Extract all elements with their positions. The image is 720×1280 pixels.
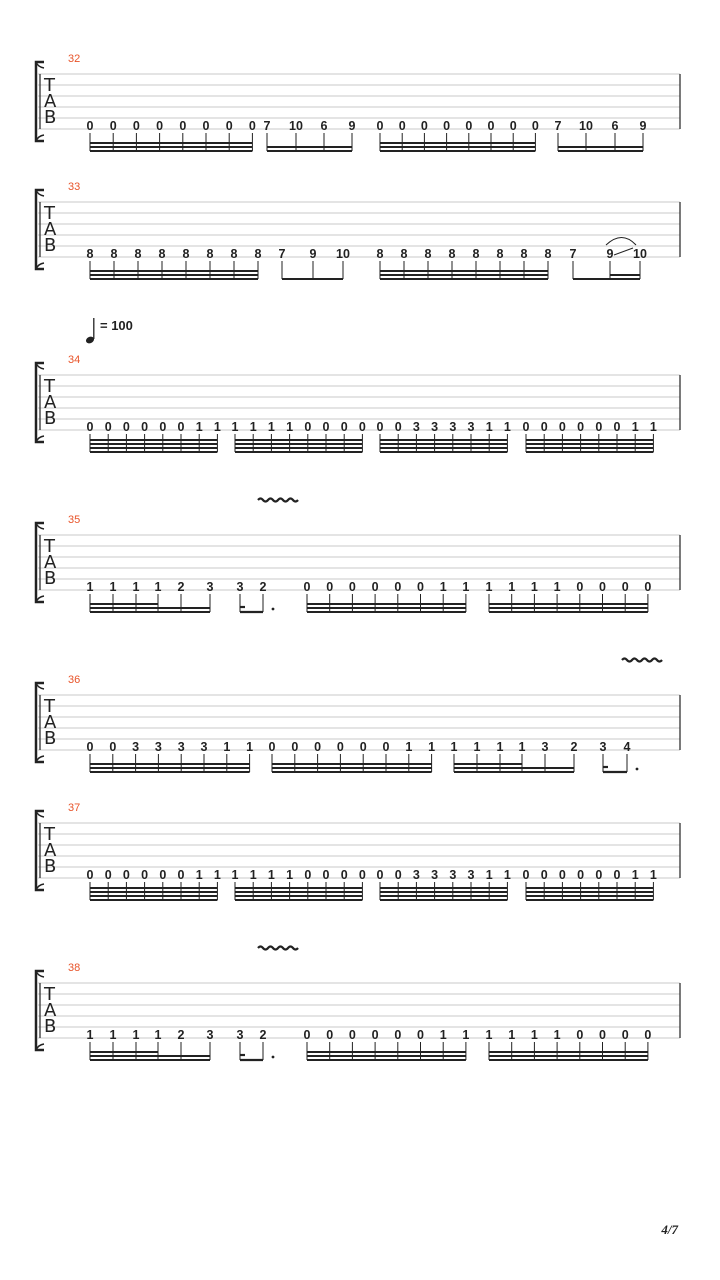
beam-group [237, 580, 275, 612]
fret-number: 10 [633, 247, 647, 261]
fret-number: 0 [595, 868, 603, 882]
fret-number: 0 [371, 1028, 379, 1042]
tab-clef-letter: T [44, 824, 55, 845]
fret-number: 3 [206, 580, 214, 594]
fret-number: 0 [540, 868, 548, 882]
fret-number: 0 [336, 740, 344, 754]
fret-number: 1 [508, 1028, 516, 1042]
fret-number: 0 [86, 868, 94, 882]
tab-clef-letter: A [44, 91, 57, 112]
tab-clef-letter: T [44, 696, 55, 717]
fret-number: 1 [428, 740, 436, 754]
fret-number: 0 [376, 119, 384, 133]
beam-group [232, 868, 366, 900]
fret-number: 7 [569, 247, 577, 261]
fret-number: 0 [122, 868, 130, 882]
fret-number: 0 [522, 868, 530, 882]
dot [636, 768, 639, 771]
beam-group [87, 868, 221, 900]
fret-number: 0 [599, 1028, 606, 1042]
fret-number: 6 [611, 119, 619, 133]
beam-group [304, 580, 470, 612]
measure-number: 34 [68, 354, 81, 366]
beam-group [523, 868, 657, 900]
fret-number: 3 [412, 420, 420, 434]
beam-group [555, 119, 647, 151]
beam-group [451, 740, 578, 772]
fret-number: 7 [278, 247, 286, 261]
tab-clef-letter: B [44, 568, 57, 589]
fret-number: 0 [322, 868, 330, 882]
fret-number: 0 [179, 119, 187, 133]
fret-number: 1 [496, 740, 504, 754]
fret-number: 0 [359, 740, 367, 754]
fret-number: 1 [631, 420, 639, 434]
fret-number: 0 [595, 420, 603, 434]
fret-number: 1 [485, 1028, 493, 1042]
fret-number: 1 [246, 740, 254, 754]
fret-number: 0 [304, 420, 312, 434]
fret-number: 0 [522, 420, 530, 434]
fret-number: 1 [249, 868, 257, 882]
tab-clef-letter: B [44, 856, 57, 877]
fret-number: 3 [467, 868, 475, 882]
tab-system [36, 962, 680, 1060]
fret-number: 1 [462, 1028, 470, 1042]
beam-group [486, 1028, 652, 1060]
tab-clef-letter: A [44, 219, 57, 240]
vibrato-icon [258, 947, 298, 950]
fret-number: 1 [503, 420, 511, 434]
tab-clef-letter: T [44, 203, 55, 224]
fret-number: 0 [465, 119, 473, 133]
beam-group [87, 1028, 214, 1060]
fret-number: 2 [259, 1028, 267, 1042]
fret-number: 1 [223, 740, 231, 754]
tab-clef-letter: B [44, 107, 57, 128]
fret-number: 0 [613, 420, 621, 434]
fret-number: 8 [448, 247, 456, 261]
fret-number: 0 [621, 1028, 629, 1042]
fret-number: 0 [531, 119, 539, 133]
beam-group [304, 1028, 470, 1060]
fret-number: 3 [132, 740, 140, 754]
fret-number: 1 [195, 868, 203, 882]
beam-group [377, 420, 511, 452]
dot [272, 608, 275, 611]
fret-number: 1 [462, 580, 470, 594]
beam-group [269, 740, 436, 772]
fret-number: 0 [177, 868, 185, 882]
fret-number: 2 [570, 740, 578, 754]
fret-number: 1 [154, 1028, 162, 1042]
fret-number: 0 [268, 740, 276, 754]
fret-number: 0 [613, 868, 621, 882]
fret-number: 1 [154, 580, 162, 594]
fret-number: 0 [348, 580, 356, 594]
fret-number: 1 [86, 580, 94, 594]
beam-group [570, 247, 647, 279]
fret-number: 1 [439, 580, 447, 594]
fret-number: 3 [177, 740, 185, 754]
fret-number: 0 [291, 740, 299, 754]
fret-number: 7 [263, 119, 271, 133]
fret-number: 0 [326, 580, 334, 594]
fret-number: 1 [631, 868, 639, 882]
tie-arc [606, 238, 636, 246]
fret-number: 1 [649, 420, 657, 434]
fret-number: 0 [156, 119, 164, 133]
fret-number: 1 [508, 580, 516, 594]
tab-clef-letter: B [44, 408, 57, 429]
fret-number: 8 [182, 247, 190, 261]
beam-group [87, 740, 254, 772]
fret-number: 6 [320, 119, 328, 133]
tab-system [36, 514, 680, 612]
tab-clef-letter: B [44, 235, 57, 256]
fret-number: 10 [579, 119, 593, 133]
fret-number: 1 [450, 740, 458, 754]
fret-number: 1 [553, 1028, 561, 1042]
fret-number: 3 [449, 868, 457, 882]
fret-number: 1 [195, 420, 203, 434]
beam-group [377, 868, 511, 900]
fret-number: 3 [412, 868, 420, 882]
fret-number: 0 [558, 868, 566, 882]
fret-number: 1 [485, 420, 493, 434]
fret-number: 1 [503, 868, 511, 882]
fret-number: 1 [286, 420, 294, 434]
fret-number: 1 [286, 868, 294, 882]
fret-number: 0 [122, 420, 130, 434]
tab-system [36, 181, 680, 279]
fret-number: 0 [202, 119, 210, 133]
fret-number: 1 [267, 868, 275, 882]
fret-number: 0 [340, 868, 348, 882]
fret-number: 0 [109, 740, 117, 754]
fret-number: 8 [110, 247, 118, 261]
measure-number: 33 [68, 181, 81, 193]
fret-number: 8 [520, 247, 528, 261]
tab-system [36, 674, 680, 772]
tab-clef-letter: A [44, 552, 57, 573]
fret-number: 8 [400, 247, 408, 261]
fret-number: 0 [577, 868, 585, 882]
beam-group [377, 247, 552, 279]
tab-clef-letter: B [44, 728, 57, 749]
fret-number: 1 [213, 868, 221, 882]
fret-number: 10 [289, 119, 303, 133]
fret-number: 0 [376, 868, 384, 882]
fret-number: 0 [394, 1028, 402, 1042]
fret-number: 1 [485, 580, 493, 594]
fret-number: 0 [248, 119, 256, 133]
beam-group [87, 420, 221, 452]
fret-number: 1 [86, 1028, 94, 1042]
fret-number: 8 [424, 247, 432, 261]
fret-number: 0 [177, 420, 185, 434]
beam-group [523, 420, 657, 452]
measure-number: 32 [68, 53, 81, 65]
fret-number: 3 [541, 740, 549, 754]
fret-number: 0 [420, 119, 428, 133]
fret-number: 4 [623, 740, 631, 754]
fret-number: 0 [141, 420, 149, 434]
fret-number: 1 [649, 868, 657, 882]
vibrato-icon [258, 499, 298, 502]
tab-clef-letter: A [44, 712, 57, 733]
fret-number: 0 [398, 119, 406, 133]
fret-number: 1 [553, 580, 561, 594]
fret-number: 0 [540, 420, 548, 434]
fret-number: 0 [621, 580, 629, 594]
fret-number: 0 [509, 119, 517, 133]
fret-number: 8 [158, 247, 166, 261]
fret-number: 2 [177, 1028, 185, 1042]
fret-number: 1 [518, 740, 526, 754]
fret-number: 0 [577, 420, 585, 434]
fret-number: 1 [231, 868, 239, 882]
fret-number: 0 [558, 420, 566, 434]
fret-number: 7 [554, 119, 562, 133]
measure-number: 35 [68, 514, 81, 526]
fret-number: 0 [394, 580, 402, 594]
fret-number: 0 [159, 420, 167, 434]
tab-clef-letter: T [44, 75, 55, 96]
fret-number: 0 [104, 420, 112, 434]
fret-number: 0 [141, 868, 149, 882]
beam-group [87, 580, 214, 612]
measure-number: 36 [68, 674, 81, 686]
tab-system [36, 53, 680, 151]
fret-number: 0 [340, 420, 348, 434]
fret-number: 0 [443, 119, 451, 133]
vibrato-icon [622, 659, 662, 662]
fret-number: 3 [599, 740, 607, 754]
fret-number: 1 [405, 740, 413, 754]
fret-number: 3 [236, 1028, 244, 1042]
fret-number: 9 [639, 119, 647, 133]
tab-clef-letter: A [44, 1000, 57, 1021]
fret-number: 0 [382, 740, 390, 754]
fret-number: 0 [417, 1028, 424, 1042]
beam-group [486, 580, 652, 612]
beam-group [600, 740, 639, 772]
fret-number: 0 [159, 868, 167, 882]
fret-number: 3 [431, 868, 439, 882]
fret-number: 2 [259, 580, 267, 594]
fret-number: 1 [473, 740, 481, 754]
fret-number: 0 [644, 1028, 652, 1042]
fret-number: 3 [467, 420, 475, 434]
fret-number: 8 [230, 247, 238, 261]
beam-group [87, 247, 262, 279]
fret-number: 0 [86, 420, 94, 434]
fret-number: 8 [86, 247, 94, 261]
fret-number: 10 [336, 247, 350, 261]
tab-clef-letter: T [44, 536, 55, 557]
quarter-note-icon [85, 318, 95, 345]
dot [272, 1056, 275, 1059]
tempo-marking [85, 318, 133, 345]
fret-number: 0 [109, 119, 117, 133]
fret-number: 0 [225, 119, 233, 133]
fret-number: 8 [472, 247, 480, 261]
fret-number: 2 [177, 580, 185, 594]
fret-number: 3 [206, 1028, 214, 1042]
fret-number: 1 [267, 420, 275, 434]
tempo-label: = 100 [100, 318, 133, 333]
fret-number: 0 [576, 1028, 584, 1042]
tab-system [36, 802, 680, 900]
fret-number: 3 [449, 420, 457, 434]
fret-number: 0 [487, 119, 495, 133]
fret-number: 0 [132, 119, 140, 133]
fret-number: 3 [200, 740, 208, 754]
fret-number: 0 [104, 868, 112, 882]
tab-clef-letter: A [44, 840, 57, 861]
fret-number: 0 [417, 580, 424, 594]
fret-number: 1 [132, 1028, 140, 1042]
fret-number: 0 [371, 580, 379, 594]
fret-number: 8 [376, 247, 384, 261]
fret-number: 0 [322, 420, 330, 434]
fret-number: 1 [249, 420, 257, 434]
fret-number: 9 [348, 119, 356, 133]
measure-number: 37 [68, 802, 81, 814]
fret-number: 1 [132, 580, 140, 594]
beam-group [232, 420, 366, 452]
tab-clef-letter: T [44, 376, 55, 397]
fret-number: 0 [599, 580, 606, 594]
fret-number: 8 [206, 247, 214, 261]
fret-number: 0 [394, 420, 402, 434]
fret-number: 1 [530, 580, 538, 594]
tab-clef-letter: A [44, 392, 57, 413]
fret-number: 8 [496, 247, 504, 261]
fret-number: 0 [304, 868, 312, 882]
slide-line [614, 248, 633, 255]
fret-number: 0 [326, 1028, 334, 1042]
fret-number: 0 [303, 1028, 311, 1042]
fret-number: 0 [314, 740, 322, 754]
fret-number: 0 [86, 119, 94, 133]
fret-number: 0 [576, 580, 584, 594]
fret-number: 0 [394, 868, 402, 882]
tab-system [36, 354, 680, 452]
fret-number: 3 [236, 580, 244, 594]
fret-number: 8 [134, 247, 142, 261]
measure-number: 38 [68, 962, 81, 974]
page-number: 4/7 [661, 1222, 678, 1237]
fret-number: 3 [431, 420, 439, 434]
fret-number: 0 [358, 868, 366, 882]
tab-clef-letter: T [44, 984, 55, 1005]
fret-number: 9 [606, 247, 614, 261]
fret-number: 8 [544, 247, 552, 261]
fret-number: 0 [376, 420, 384, 434]
fret-number: 3 [154, 740, 162, 754]
fret-number: 1 [231, 420, 239, 434]
beam-group [87, 119, 256, 151]
beam-group [237, 1028, 275, 1060]
fret-number: 9 [309, 247, 317, 261]
fret-number: 0 [86, 740, 94, 754]
fret-number: 8 [254, 247, 262, 261]
fret-number: 1 [109, 580, 117, 594]
fret-number: 0 [303, 580, 311, 594]
fret-number: 0 [644, 580, 652, 594]
fret-number: 1 [530, 1028, 538, 1042]
beam-group [377, 119, 539, 151]
fret-number: 1 [485, 868, 493, 882]
fret-number: 0 [348, 1028, 356, 1042]
fret-number: 1 [439, 1028, 447, 1042]
fret-number: 0 [358, 420, 366, 434]
tab-clef-letter: B [44, 1016, 57, 1037]
beam-group [264, 119, 356, 151]
beam-group [279, 247, 350, 279]
fret-number: 1 [213, 420, 221, 434]
fret-number: 1 [109, 1028, 117, 1042]
